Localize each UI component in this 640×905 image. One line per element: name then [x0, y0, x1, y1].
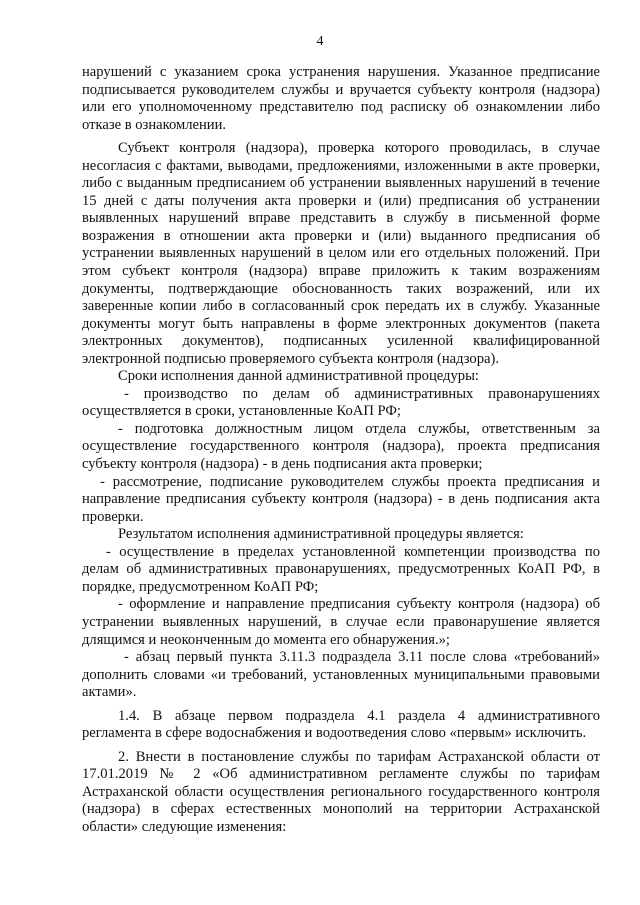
list-item-deadline-2: - подготовка должностным лицом отдела службы, ответственным за осуществление государственного контроля (надзора), проекта предписания субъекту контроля (надзора) - в день подписания акта проверки; [82, 420, 600, 473]
list-item-deadline-1: - производство по делам об административных правонарушениях осуществляется в сроки, установленные КоАП РФ; [82, 385, 600, 420]
paragraph-result-heading: Результатом исполнения административной процедуры является: [118, 526, 524, 543]
page-number: 4 [316, 34, 324, 49]
document-body [82, 64, 600, 837]
paragraph-item-1-4: 1.4. В абзаце первом подраздела 4.1 раздела 4 административного регламента в сфере водоснабжения и водоотведения слово «первым» исключить. [82, 707, 600, 742]
list-item-result-1: - осуществление в пределах установленной компетенции производства по делам об административных правонарушениях, предусмотренных КоАП РФ, в порядке, предусмотренном КоАП РФ; [82, 543, 600, 595]
paragraph-objection: Субъект контроля (надзора), проверка которого проводилась, в случае несогласия с фактами, выводами, предложениями, изложенными в акте проверки, либо с выданным предписанием об устранении выявленных нарушений в течение 15 дней с даты получения акта проверки и (или) предписания об устранении выявленных нарушений вправе представить в службу в письменной форме возражения в отношении акта проверки и (или) выданного предписания об устранении выявленных нарушений в целом или его отдельных положений. При этом субъект контроля (надзора) вправе приложить к таким возражениям документы, подтверждающие обоснованность таких возражений, или их заверенные копии либо в согласованный срок передать их в службу. Указанные документы могут быть направлены в форме электронных документов (пакета электронных документов), подписанных усиленной квалифицированной электронной подписью проверяемого субъекта контроля (надзора). [82, 140, 600, 367]
list-item-amendment: - абзац первый пункта 3.11.3 подраздела 3.11 после слова «требований» дополнить словами «и требований, установленных муниципальными правовыми актами». [82, 649, 600, 701]
paragraph-item-2: 2. Внести в постановление службы по тарифам Астраханской области от 17.01.2019 № 2 «Об административном регламенте службы по тарифам Астраханской области осуществления регионального государственного контроля (надзора) в сферах естественных монополий на территории Астраханской области» следующие изменения: [82, 748, 600, 835]
paragraph-deadlines-heading: Сроки исполнения данной административной процедуры: [118, 368, 479, 385]
list-item-deadline-3: - рассмотрение, подписание руководителем службы проекта предписания и направление предписания субъекту контроля (надзора) - в день подписания акта проверки. [82, 473, 600, 525]
list-item-result-2: - оформление и направление предписания субъекту контроля (надзора) об устранении выявленных нарушений, в случае если правонарушение является длящимся и неоконченным до момента его обнаружения.»; [82, 596, 600, 648]
paragraph-continuation: нарушений с указанием срока устранения нарушения. Указанное предписание подписывается руководителем службы и вручается субъекту контроля (надзора) или его уполномоченному представителю под расписку об ознакомлении либо отказе в ознакомлении. [82, 64, 600, 133]
